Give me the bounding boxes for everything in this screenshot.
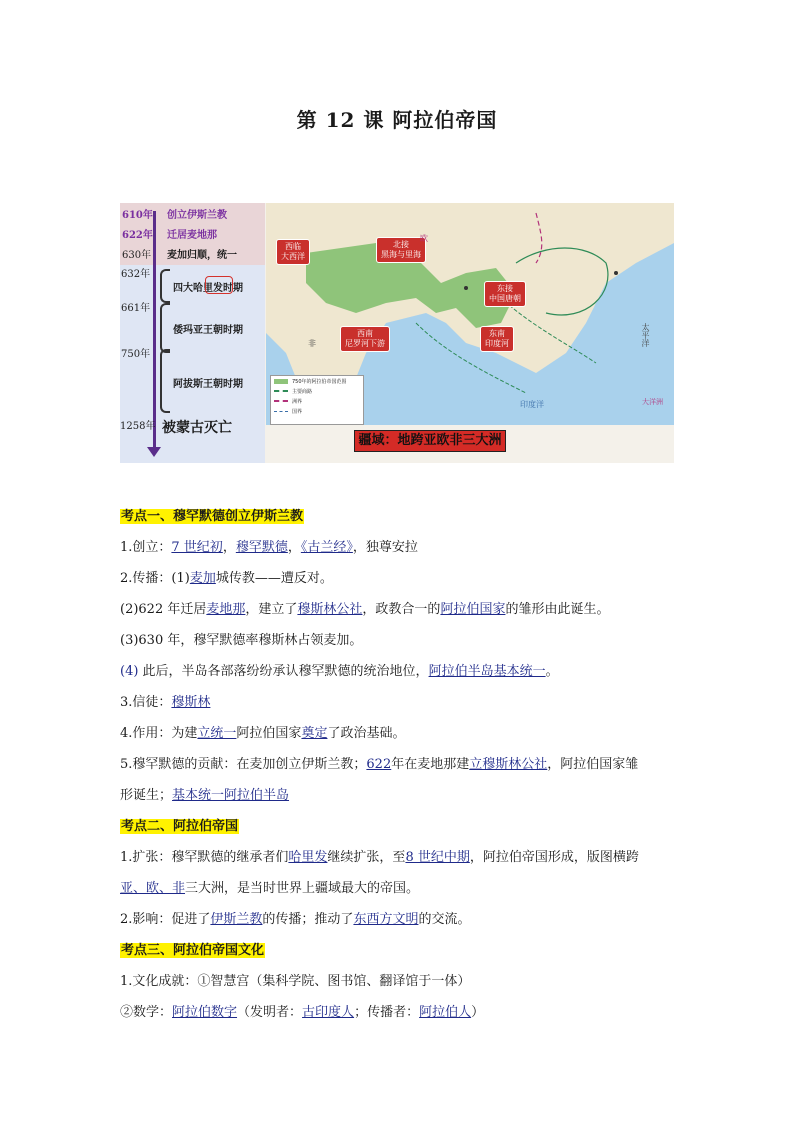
timeline-axis <box>153 211 156 451</box>
key-term: 古印度人 <box>302 1005 355 1020</box>
key-term: 立穆斯林公社 <box>469 757 548 772</box>
timeline-arrow-icon <box>147 447 161 457</box>
callout-text: 东接 中国唐朝 <box>489 284 521 303</box>
map-label: 大洋洲 <box>642 398 663 406</box>
timeline-year: 610年 <box>122 210 153 221</box>
line-text: (2)622 年迁居 <box>120 602 207 617</box>
line-text: 2.传播：(1) <box>120 571 190 586</box>
map-label: 欧 <box>420 234 428 243</box>
line-text: ） <box>471 1005 485 1020</box>
callout-text: 北接 黑海与里海 <box>381 240 421 259</box>
highlight-circle <box>205 276 233 294</box>
line-text: ， <box>222 540 236 555</box>
map-caption: 疆域：地跨亚欧非三大洲 <box>354 430 506 452</box>
content-line <box>120 567 333 586</box>
line-text: 1.扩张：穆罕默德的继承者们 <box>120 850 289 865</box>
line-text: 1.创立： <box>120 540 172 555</box>
content-line <box>120 908 470 927</box>
key-term: 麦加 <box>189 571 216 586</box>
key-term: 穆斯林 <box>171 695 211 710</box>
period-brace <box>160 303 170 353</box>
line-text: ，独尊安拉 <box>352 540 418 555</box>
line-text: 的雏形由此诞生。 <box>505 602 610 617</box>
timeline-year: 1258年 <box>120 421 156 432</box>
content-line <box>120 598 609 617</box>
timeline-year: 632年 <box>121 269 151 280</box>
content-line <box>120 691 210 710</box>
line-text: ，建立了 <box>245 602 298 617</box>
legend-label: 750年的阿拉伯帝国范围 <box>292 378 347 385</box>
key-term: 基本统一阿拉伯半岛 <box>172 788 290 803</box>
content-line <box>120 536 418 555</box>
key-term: 阿拉伯国家 <box>440 602 506 617</box>
map-callout <box>276 239 310 265</box>
legend-item <box>271 396 363 406</box>
timeline-year: 750年 <box>121 349 151 360</box>
key-term: 哈里发 <box>288 850 328 865</box>
key-term: 阿拉伯半岛基本统一 <box>428 664 546 679</box>
content-line <box>120 660 559 679</box>
line-text: 年在麦地那建 <box>391 757 470 772</box>
line-text: 三大洲，是当时世界上疆域最大的帝国。 <box>185 881 420 896</box>
timeline-event: 麦加归顺，统一 <box>167 250 237 261</box>
timeline-event: 创立伊斯兰教 <box>167 210 227 221</box>
line-text: ，阿拉伯国家雏 <box>547 757 639 772</box>
callout-text: 西南 尼罗河下游 <box>345 329 385 348</box>
map-callout <box>340 326 390 352</box>
content-line <box>120 1001 484 1020</box>
section-heading <box>120 505 304 524</box>
line-text: 2.影响：促进了 <box>120 912 211 927</box>
timeline-year: 661年 <box>121 303 151 314</box>
key-term: 立统一 <box>197 726 237 741</box>
timeline-period: 四大哈里发时期 <box>173 283 243 294</box>
key-term: 伊斯兰教 <box>210 912 263 927</box>
map-callout <box>376 237 426 263</box>
content-line <box>120 877 419 896</box>
section-heading-text: 考点二、阿拉伯帝国 <box>121 819 239 834</box>
line-text: 此后，半岛各部落纷纷承认穆罕默德的统治地位， <box>138 664 429 679</box>
line-text: ②数学： <box>120 1005 173 1020</box>
content-line <box>120 722 405 741</box>
period-brace <box>160 269 170 303</box>
legend-swatch <box>274 379 288 384</box>
key-term: 7 世纪初 <box>171 540 223 555</box>
line-text: 5.穆罕默德的贡献：在麦加创立伊斯兰教； <box>120 757 367 772</box>
section-heading-text: 考点一、穆罕默德创立伊斯兰教 <box>121 509 304 524</box>
content-line <box>120 784 289 803</box>
line-text: 城传教——遭反对。 <box>215 571 333 586</box>
key-term: 东西方文明 <box>353 912 419 927</box>
section-heading <box>120 939 265 958</box>
line-text: ，政教合一的 <box>362 602 441 617</box>
line-text: ，阿拉伯帝国形成，版图横跨 <box>469 850 639 865</box>
section-heading-text: 考点三、阿拉伯帝国文化 <box>121 943 265 958</box>
timeline-end-label: 被蒙古灭亡 <box>162 420 232 436</box>
key-term: 8 世纪中期 <box>405 850 470 865</box>
map-legend <box>270 375 364 425</box>
line-text: ， <box>287 540 301 555</box>
key-term: 阿拉伯数字 <box>172 1005 238 1020</box>
content-line <box>120 970 470 989</box>
timeline-year: 630年 <box>122 250 152 261</box>
line-text: 4.作用：为建 <box>120 726 198 741</box>
line-text: (3)630 年，穆罕默德率穆斯林占领麦加。 <box>120 633 363 648</box>
line-text: 形诞生； <box>120 788 173 803</box>
timeline-year: 622年 <box>122 230 153 241</box>
legend-item <box>271 386 363 396</box>
key-term: 穆罕默德 <box>235 540 288 555</box>
timeline-event: 迁居麦地那 <box>167 230 217 241</box>
legend-label: 主要商路 <box>292 388 313 395</box>
key-term: 奠定 <box>301 726 328 741</box>
map-label: 印度洋 <box>520 400 544 409</box>
line-text: （发明者： <box>237 1005 303 1020</box>
map-label: 非 <box>308 339 316 348</box>
line-text: 的传播；推动了 <box>262 912 354 927</box>
content-line <box>120 629 362 648</box>
line-text: (4) <box>120 664 139 679</box>
line-text: ；传播者： <box>354 1005 420 1020</box>
line-text: 继续扩张，至 <box>327 850 406 865</box>
line-text: 的交流。 <box>418 912 471 927</box>
key-term: 622 <box>366 757 392 772</box>
line-text: 了政治基础。 <box>327 726 406 741</box>
map-callout <box>480 326 514 352</box>
map-callout <box>484 281 526 307</box>
page-title: 第 12 课 阿拉伯帝国 <box>296 108 498 132</box>
content-line <box>120 753 638 772</box>
period-brace <box>160 349 170 413</box>
legend-swatch <box>274 390 288 392</box>
callout-text: 东南 印度河 <box>485 329 509 348</box>
line-text: 。 <box>545 664 559 679</box>
key-term: 阿拉伯人 <box>419 1005 472 1020</box>
legend-label: 洲界 <box>292 398 303 405</box>
legend-label: 国界 <box>292 408 303 415</box>
timeline-period: 倭玛亚王朝时期 <box>173 325 243 336</box>
callout-text: 西临 大西洋 <box>281 242 305 261</box>
legend-swatch <box>274 411 288 412</box>
legend-swatch <box>274 400 288 402</box>
lesson-figure <box>120 203 674 463</box>
section-heading <box>120 815 239 834</box>
line-text: 1.文化成就：①智慧宫（集科学院、图书馆、翻译馆于一体） <box>120 974 471 989</box>
line-text: 阿拉伯国家 <box>236 726 302 741</box>
legend-item <box>271 376 363 386</box>
legend-item <box>271 406 363 416</box>
key-term: 《古兰经》 <box>300 540 353 555</box>
key-term: 麦地那 <box>206 602 246 617</box>
timeline-period: 阿拔斯王朝时期 <box>173 379 243 390</box>
key-term: 亚、欧、非 <box>120 881 186 896</box>
line-text: 3.信徒： <box>120 695 172 710</box>
map-label: 太平洋 <box>641 323 650 347</box>
key-term: 穆斯林公社 <box>297 602 363 617</box>
content-line <box>120 846 639 865</box>
